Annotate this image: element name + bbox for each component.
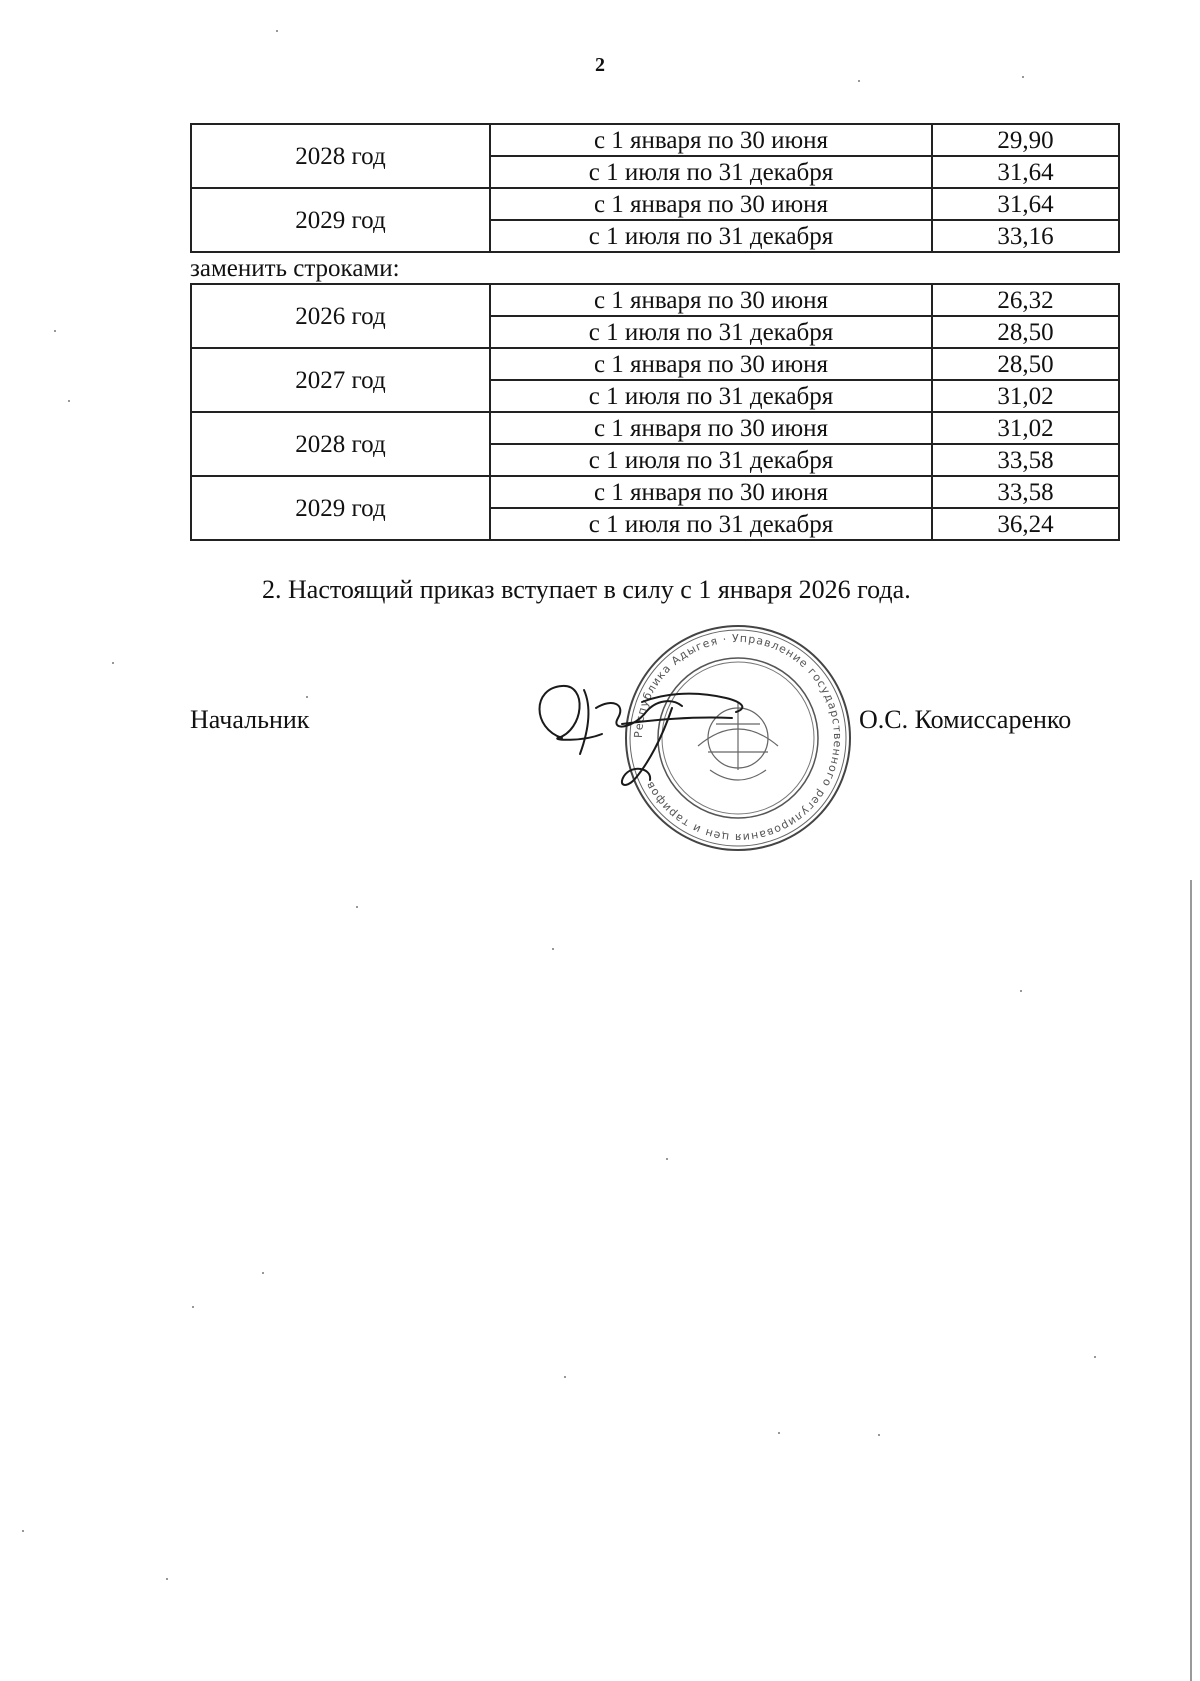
old-tariff-table-body	[191, 124, 1119, 252]
old-tariff-table	[190, 123, 1120, 253]
period-cell: с 1 января по 30 июня	[490, 284, 932, 316]
table-row	[191, 284, 1119, 316]
tariff-value-cell: 31,02	[932, 412, 1119, 444]
period-cell: с 1 января по 30 июня	[490, 412, 932, 444]
stamp-ring-text: Республика Адыгея · Управление государственного регулирования цен и тарифов	[631, 631, 845, 845]
period-cell: с 1 января по 30 июня	[490, 348, 932, 380]
year-cell: 2029 год	[191, 188, 490, 252]
table-row	[191, 124, 1119, 156]
table-row	[191, 476, 1119, 508]
table-row	[191, 188, 1119, 220]
signer-position: Начальник	[190, 705, 310, 734]
tariff-value-cell: 26,32	[932, 284, 1119, 316]
period-cell: с 1 июля по 31 декабря	[490, 508, 932, 540]
period-cell: с 1 июля по 31 декабря	[490, 444, 932, 476]
period-cell: с 1 января по 30 июня	[490, 188, 932, 220]
tariff-value-cell: 29,90	[932, 124, 1119, 156]
tariff-value-cell: 31,02	[932, 380, 1119, 412]
new-tariff-table-body	[191, 284, 1119, 540]
year-cell: 2028 год	[191, 124, 490, 188]
page-number: 2	[595, 54, 605, 76]
period-cell: с 1 июля по 31 декабря	[490, 380, 932, 412]
effective-date-paragraph: 2. Настоящий приказ вступает в силу с 1 января 2026 года.	[262, 575, 911, 604]
tariff-value-cell: 28,50	[932, 316, 1119, 348]
tariff-value-cell: 28,50	[932, 348, 1119, 380]
signer-name: О.С. Комиссаренко	[859, 705, 1072, 734]
period-cell: с 1 июля по 31 декабря	[490, 316, 932, 348]
tariff-value-cell: 31,64	[932, 188, 1119, 220]
year-cell: 2028 год	[191, 412, 490, 476]
period-cell: с 1 июля по 31 декабря	[490, 220, 932, 252]
period-cell: с 1 января по 30 июня	[490, 124, 932, 156]
handwritten-signature	[522, 668, 792, 798]
tariff-value-cell: 33,58	[932, 476, 1119, 508]
year-cell: 2027 год	[191, 348, 490, 412]
year-cell: 2029 год	[191, 476, 490, 540]
tariff-value-cell: 36,24	[932, 508, 1119, 540]
table-row	[191, 348, 1119, 380]
period-cell: с 1 января по 30 июня	[490, 476, 932, 508]
tariff-value-cell: 33,16	[932, 220, 1119, 252]
replace-caption: заменить строками:	[190, 255, 400, 282]
new-tariff-table	[190, 283, 1120, 541]
period-cell: с 1 июля по 31 декабря	[490, 156, 932, 188]
table-row	[191, 412, 1119, 444]
tariff-value-cell: 33,58	[932, 444, 1119, 476]
scan-edge-line	[1190, 880, 1192, 1681]
year-cell: 2026 год	[191, 284, 490, 348]
tariff-value-cell: 31,64	[932, 156, 1119, 188]
